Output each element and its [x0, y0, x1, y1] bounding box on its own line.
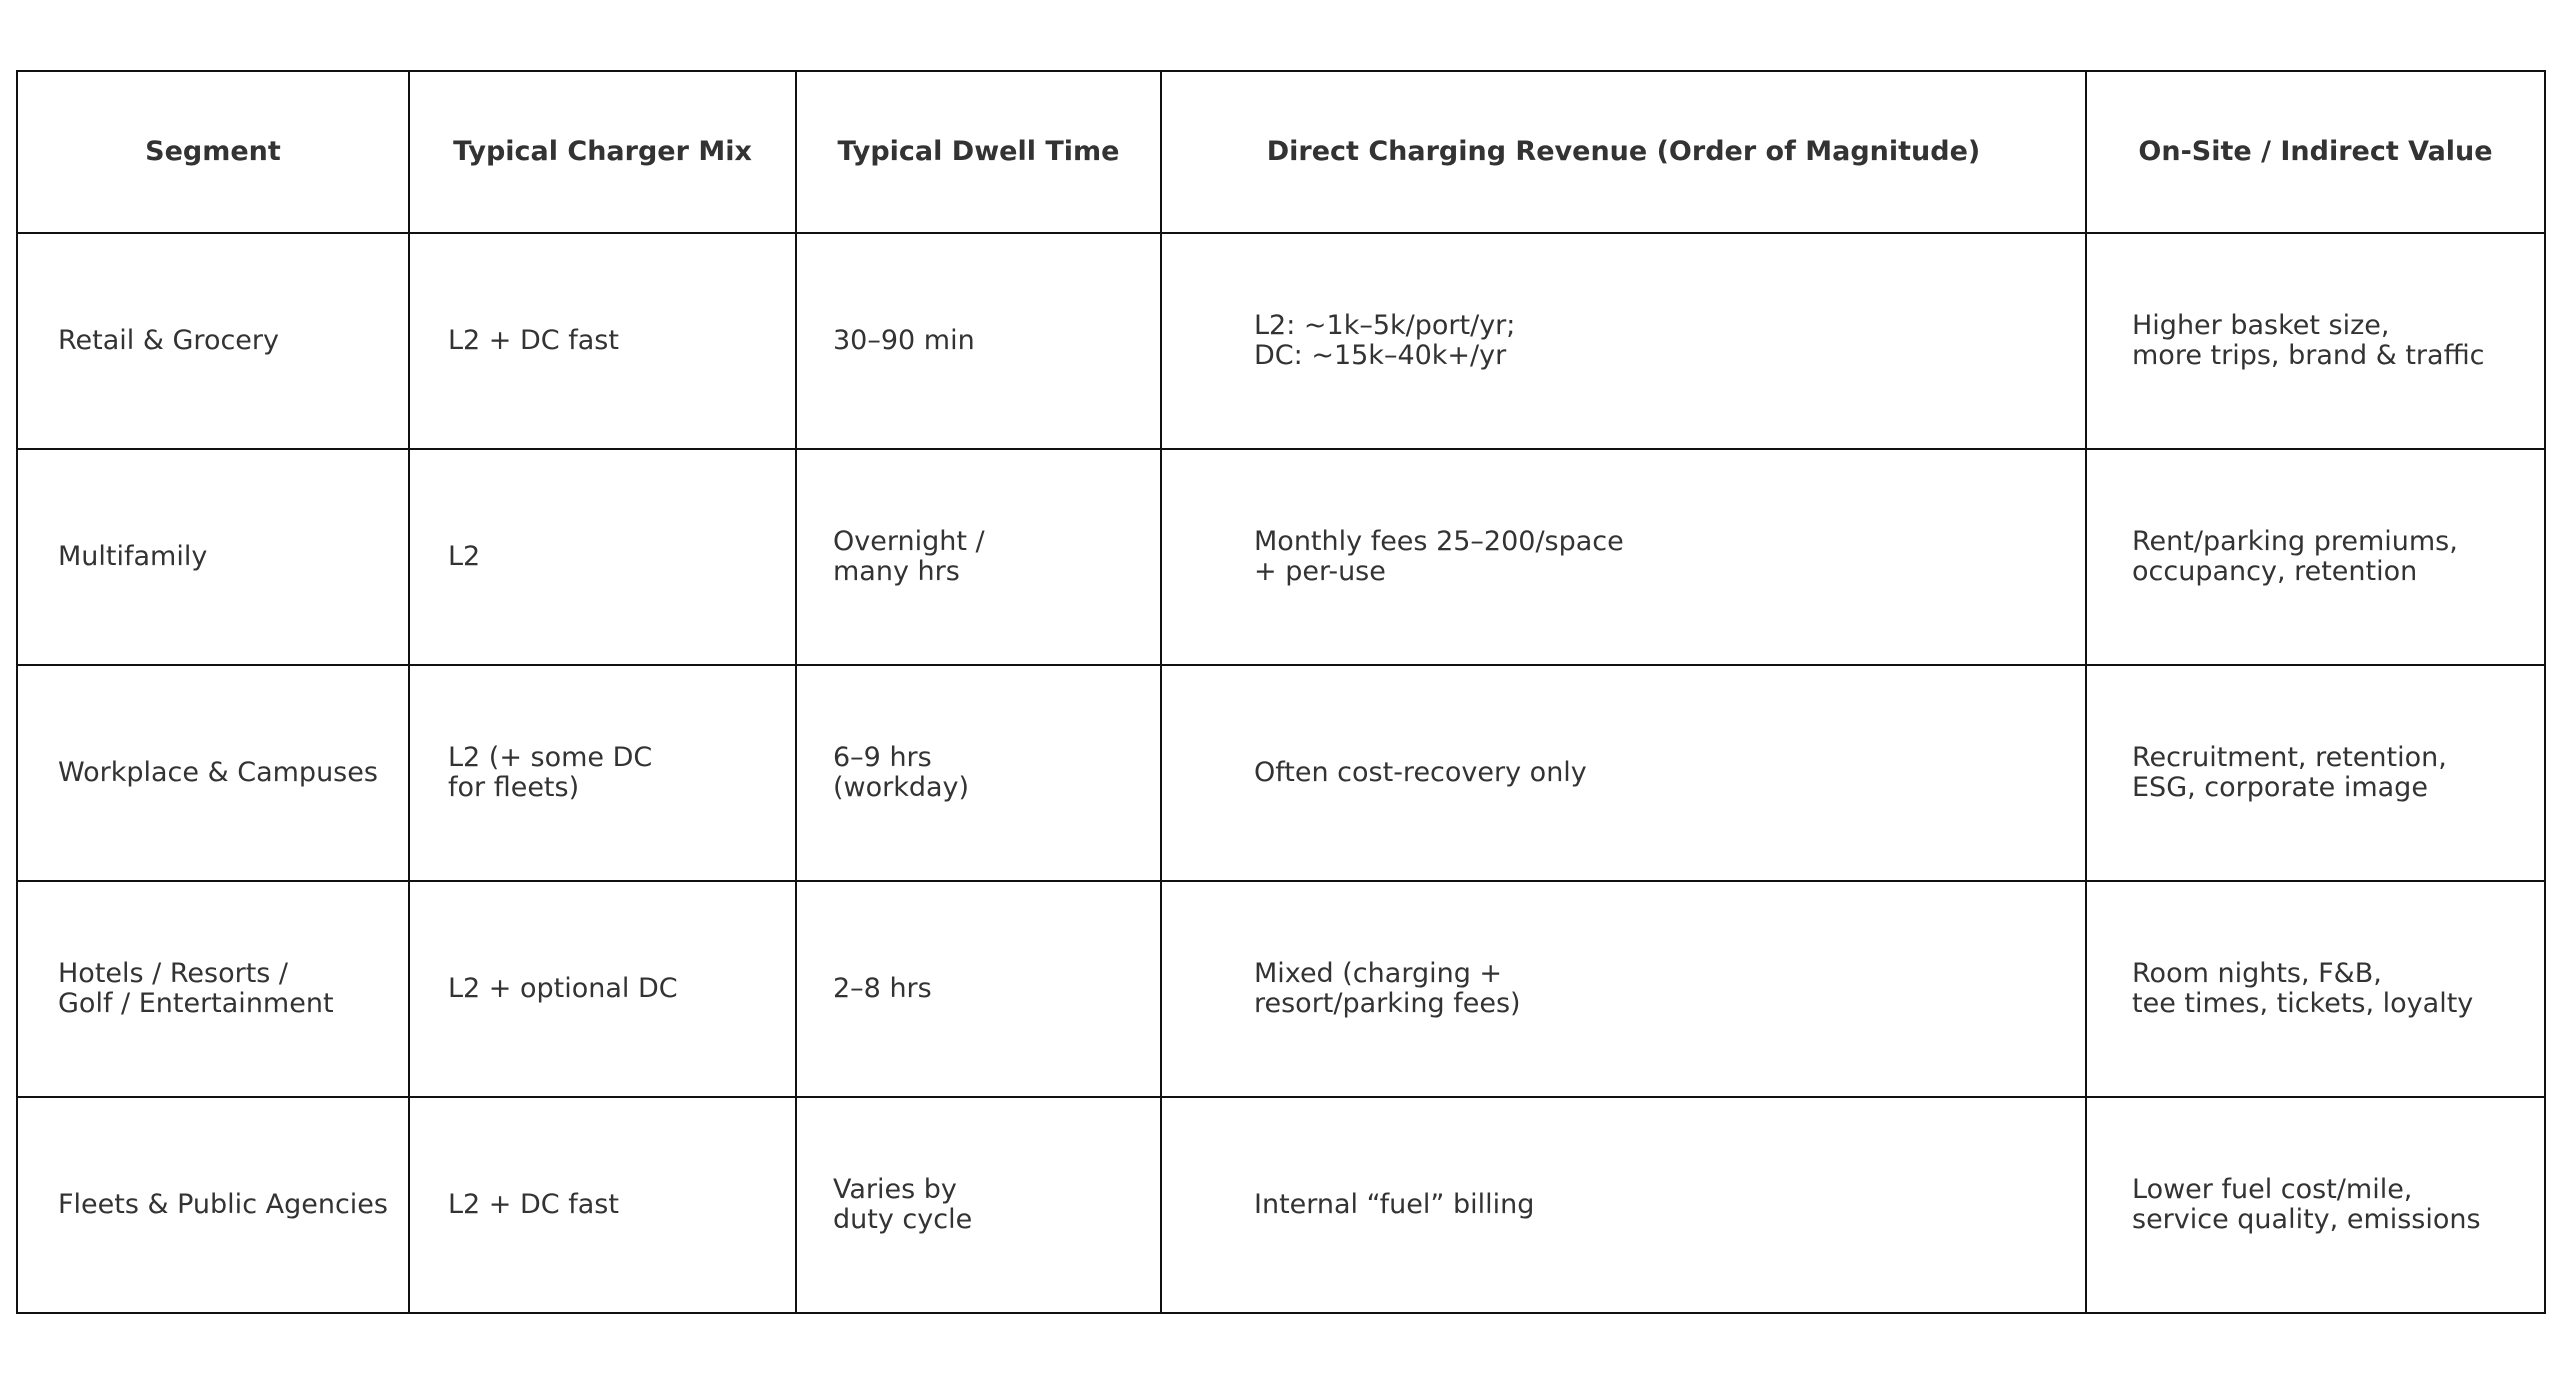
- table-row: [17, 1097, 2545, 1313]
- table-row: [17, 449, 2545, 665]
- table-cell: [2086, 233, 2545, 449]
- comparison-table-container: [16, 70, 2544, 1308]
- table-cell: [796, 449, 1161, 665]
- cell-text: Varies by duty cycle: [833, 1174, 973, 1235]
- cell-text: 2–8 hrs: [833, 973, 932, 1004]
- table-cell: [409, 881, 796, 1097]
- cell-text: Often cost-recovery only: [1254, 757, 1587, 788]
- table-row: [17, 881, 2545, 1097]
- table-cell: [796, 1097, 1161, 1313]
- cell-text: Lower fuel cost/mile, service quality, emissions: [2132, 1174, 2481, 1235]
- cell-text: Monthly fees 25–200/space + per-use: [1254, 526, 1624, 587]
- cell-text: Higher basket size, more trips, brand & traffic: [2132, 310, 2485, 371]
- table-cell: [1161, 449, 2086, 665]
- cell-text: Mixed (charging + resort/parking fees): [1254, 958, 1521, 1019]
- cell-text: Overnight / many hrs: [833, 526, 985, 587]
- table-row: [17, 665, 2545, 881]
- cell-text: L2 + DC fast: [448, 325, 619, 356]
- table-cell: [409, 1097, 796, 1313]
- table-cell: [17, 665, 409, 881]
- table-cell: [17, 449, 409, 665]
- comparison-table: [16, 70, 2546, 1314]
- cell-text: Multifamily: [58, 541, 208, 572]
- cell-text: Recruitment, retention, ESG, corporate image: [2132, 742, 2447, 803]
- table-cell: [17, 1097, 409, 1313]
- cell-text: 6–9 hrs (workday): [833, 742, 970, 803]
- cell-text: Hotels / Resorts / Golf / Entertainment: [58, 958, 334, 1019]
- cell-text: L2 + DC fast: [448, 1189, 619, 1220]
- table-cell: [2086, 1097, 2545, 1313]
- table-cell: [17, 233, 409, 449]
- table-cell: [796, 665, 1161, 881]
- cell-text: Workplace & Campuses: [58, 757, 378, 788]
- cell-text: Fleets & Public Agencies: [58, 1189, 388, 1220]
- table-cell: [17, 881, 409, 1097]
- cell-text: Rent/parking premiums, occupancy, retention: [2132, 526, 2458, 587]
- table-cell: [2086, 881, 2545, 1097]
- column-header-segment: Segment: [17, 71, 409, 233]
- table-cell: [1161, 665, 2086, 881]
- cell-text: Retail & Grocery: [58, 325, 279, 356]
- table-cell: [2086, 449, 2545, 665]
- column-header-direct-revenue: Direct Charging Revenue (Order of Magnitude): [1161, 71, 2086, 233]
- cell-text: L2: ~1k–5k/port/yr; DC: ~15k–40k+/yr: [1254, 310, 1516, 371]
- table-cell: [1161, 233, 2086, 449]
- table-cell: [796, 881, 1161, 1097]
- cell-text: 30–90 min: [833, 325, 975, 356]
- table-row: [17, 233, 2545, 449]
- cell-text: Internal “fuel” billing: [1254, 1189, 1535, 1220]
- column-header-charger-mix: Typical Charger Mix: [409, 71, 796, 233]
- table-cell: [796, 233, 1161, 449]
- header-row: [17, 71, 2545, 233]
- cell-text: L2 (+ some DC for fleets): [448, 742, 653, 803]
- column-header-indirect-value: On-Site / Indirect Value: [2086, 71, 2545, 233]
- cell-text: Room nights, F&B, tee times, tickets, loyalty: [2132, 958, 2474, 1019]
- table-cell: [409, 665, 796, 881]
- table-cell: [409, 449, 796, 665]
- table-cell: [409, 233, 796, 449]
- cell-text: L2: [448, 541, 481, 572]
- cell-text: L2 + optional DC: [448, 973, 678, 1004]
- table-cell: [1161, 1097, 2086, 1313]
- table-cell: [2086, 665, 2545, 881]
- table-cell: [1161, 881, 2086, 1097]
- column-header-dwell-time: Typical Dwell Time: [796, 71, 1161, 233]
